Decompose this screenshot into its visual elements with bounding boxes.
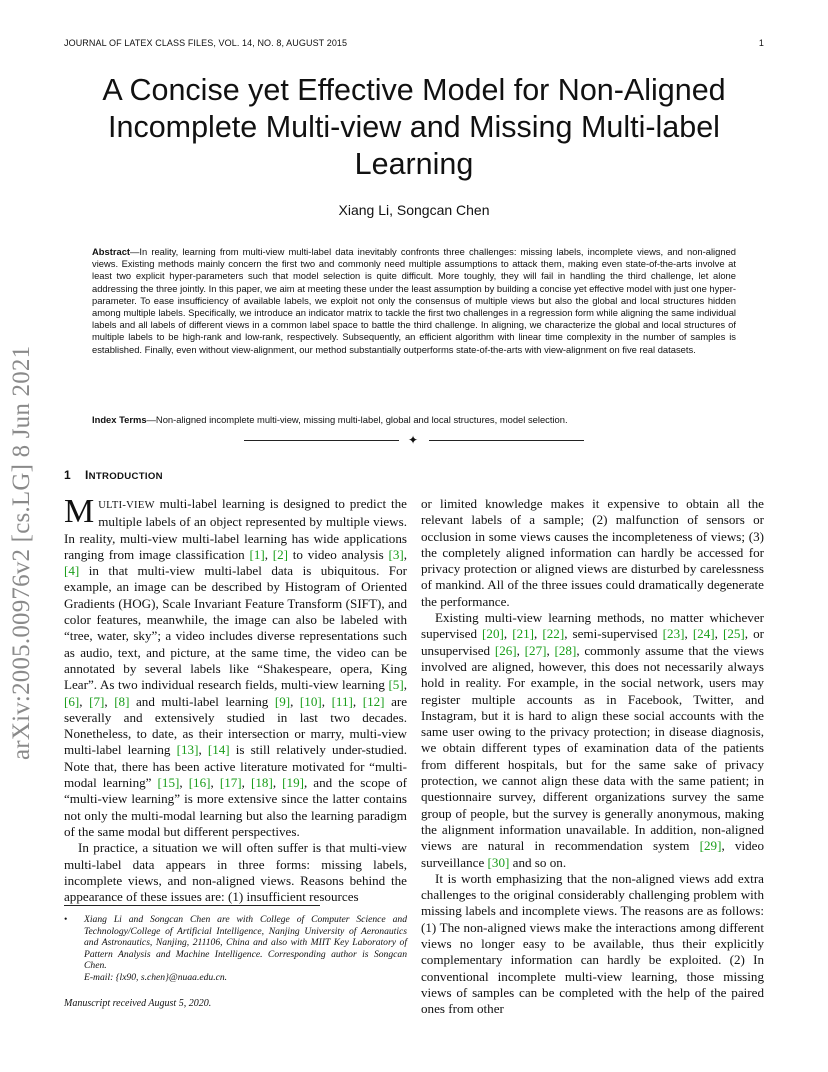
bullet-icon: • xyxy=(64,914,68,925)
body-text: , xyxy=(290,693,300,709)
citation-link[interactable]: [30] xyxy=(487,854,510,870)
author-email[interactable]: E-mail: {lx90, s.chen}@nuaa.edu.cn. xyxy=(84,971,228,983)
citation-link[interactable]: [5] xyxy=(388,677,404,693)
body-text: in that multi-view multi-label data is ubiquitous. For example, an image can be described by Histogram of Oriented Gradients (HOG), Scale Invariant Feature Transform (SIFT), and color features, meanwhile, the image can also be labeled with “tree, water, sky”; a video includes diverse representations such as audio, text, and picture, at the same time, the video can be annotated by several labels like “Shakespeare, opera, King Lear”. As two individual research fields, multi-view learning xyxy=(64,563,407,693)
citation-link[interactable]: [12] xyxy=(362,693,385,709)
citation-link[interactable]: [28] xyxy=(554,642,577,658)
footnote-body xyxy=(64,914,407,983)
body-text: , xyxy=(503,626,513,642)
body-text: , xyxy=(79,693,90,709)
body-text: , xyxy=(403,546,408,562)
body-text: , xyxy=(321,693,332,709)
citation-link[interactable]: [17] xyxy=(219,775,242,791)
footnote-rule xyxy=(64,905,320,906)
body-text: , xyxy=(198,742,208,758)
page-number: 1 xyxy=(758,38,764,48)
body-text: Existing multi-view learning methods, no matter whichever supervised xyxy=(421,610,764,642)
body-text: , or unsupervised xyxy=(421,626,765,658)
body-text: , xyxy=(210,775,220,791)
body-text: and so on. xyxy=(509,854,567,870)
section-separator xyxy=(244,433,584,447)
citation-link[interactable]: [11] xyxy=(331,693,353,709)
body-text: , xyxy=(352,693,363,709)
body-text: , xyxy=(516,642,525,658)
citation-link[interactable]: [25] xyxy=(722,626,745,642)
index-terms xyxy=(92,414,736,426)
body-text: , xyxy=(714,626,723,642)
citation-link[interactable]: [15] xyxy=(157,775,180,791)
citation-link[interactable]: [13] xyxy=(176,742,199,758)
running-header xyxy=(64,38,764,52)
body-text: , xyxy=(684,626,693,642)
citation-link[interactable]: [29] xyxy=(699,838,722,854)
index-terms-text: —Non-aligned incomplete multi-view, missing multi-label, global and local structures, model selection. xyxy=(146,414,568,425)
paragraph xyxy=(421,610,764,871)
citation-link[interactable]: [1] xyxy=(249,546,265,562)
body-text: , video surveillance xyxy=(421,838,764,870)
arxiv-identifier[interactable]: arXiv:2005.00976v2 [cs.LG] 8 Jun 2021 xyxy=(8,345,35,760)
section-title-rest: NTRODUCTION xyxy=(88,471,163,482)
citation-link[interactable]: [6] xyxy=(64,693,80,709)
body-text: , xyxy=(272,775,283,791)
body-text: , xyxy=(241,775,251,791)
paragraph: or limited knowledge makes it expensive to obtain all the relevant labels of a sample; (2) malfunction of sensors or occlusion in some views causes the incompleteness of views; (3) the completely aligned information can hardly be accessed for privacy protection or aligned views are disturbed by carelessness of mankind. All of the three issues could dramatically degenerate the performance. xyxy=(421,496,764,609)
body-text: , xyxy=(264,546,273,562)
citation-link[interactable]: [26] xyxy=(494,642,517,658)
affiliation-text: Xiang Li and Songcan Chen are with College of Computer Science and Technology/College of Artificial Intelligence, Nanjing University of Aeronautics and Astronautics, Nanjing, 211106, China and also with MIIT Key Laboratory of Pattern Analysis and Machine Intelligence. Corresponding author is Songcan Chen. xyxy=(84,914,407,971)
citation-link[interactable]: [19] xyxy=(282,775,304,791)
body-text: , and the scope of “multi-view learning” is more extensive since the latter contains not only the multi-modal learning but also the learning paradigm of the same modal but different perspectives. xyxy=(64,775,408,839)
section-number: 1 xyxy=(64,468,71,482)
citation-link[interactable]: [9] xyxy=(274,693,291,709)
citation-link[interactable]: [24] xyxy=(692,626,715,642)
citation-link[interactable]: [4] xyxy=(64,563,80,579)
citation-link[interactable]: [14] xyxy=(207,742,230,758)
citation-link[interactable]: [8] xyxy=(114,693,130,709)
separator-line-left xyxy=(244,440,399,441)
citation-link[interactable]: [20] xyxy=(482,626,504,642)
smallcaps-lead: ULTI-VIEW xyxy=(98,500,155,511)
body-text: , commonly assume that the views involved are aligned, however, this does not necessarily always hold in reality. For example, in the social network, users may register multiple accounts as in Facebook, Twitter, and Instagram, but it is hard to align these social accounts with the same user owing to the privacy protection; in disease diagnosis, we obtain different types of examination data of the patients from different hospitals, but for the same sake of privacy protection, we cannot align these data with the same patient; in questionnaire survey, different organizations survey the same group of people, but the survey is generally anonymous, making the alignment information unavailable. In addition, non-aligned views are natural in recommendation system xyxy=(421,642,765,854)
body-text: is still relatively under-studied. Note that, there has been active literature motivated for “multi-modal learning” xyxy=(64,742,407,791)
citation-link[interactable]: [23] xyxy=(662,626,685,642)
citation-link[interactable]: [10] xyxy=(299,693,322,709)
body-text: , xyxy=(179,775,189,791)
section-heading xyxy=(64,468,163,482)
left-column xyxy=(64,493,408,905)
manuscript-date: Manuscript received August 5, 2020. xyxy=(64,998,212,1009)
separator-line-right xyxy=(429,440,584,441)
body-text: multi-label learning is designed to predict the multiple labels of an object represented by multiple views. In reality, multi-view multi-label learning has wide applications ranging from image classification xyxy=(64,496,407,562)
body-text: , xyxy=(403,677,407,693)
abstract xyxy=(92,246,736,356)
body-text: , semi-supervised xyxy=(564,626,663,642)
separator-star-icon: ✦ xyxy=(408,433,419,447)
citation-link[interactable]: [27] xyxy=(524,642,547,658)
drop-cap: M xyxy=(64,493,95,530)
paragraph: In practice, a situation we will often suffer is that multi-view multi-label data appears in three forms: missing labels, incomplete views, and non-aligned views. Reasons behind the appearance of these issues are: (1) insufficient resources xyxy=(64,840,407,905)
body-text: are severally and extensively studied in last two decades. Nonetheless, to date, as their intersection or marry, multi-view multi-label learning xyxy=(64,693,408,758)
section-title-initial: I xyxy=(84,468,89,482)
abstract-label: Abstract xyxy=(92,246,131,257)
paragraph xyxy=(64,493,408,840)
citation-link[interactable]: [18] xyxy=(251,775,273,791)
paper-authors: Xiang Li, Songcan Chen xyxy=(338,202,490,218)
paragraph: It is worth emphasizing that the non-aligned views add extra challenges to the original considerably challenging problem with missing labels and incomplete views. The reasons are as follows: (1) The non-aligned views make the interactions among different views no longer easy to be available, thus their explicitly complementary information can hardly be exploited. (2) In conventional incomplete multi-view learning, those missing views of samples can be completed with the help of the paired ones from other xyxy=(421,870,764,1017)
paper-title: A Concise yet Effective Model for Non-Aligned Incomplete Multi-view and Missing Multi-label Learning xyxy=(102,73,726,181)
citation-link[interactable]: [16] xyxy=(188,775,211,791)
journal-name: JOURNAL OF LATEX CLASS FILES, VOL. 14, NO. 8, AUGUST 2015 xyxy=(64,38,348,48)
body-text: and multi-label learning xyxy=(129,693,275,709)
abstract-text: —In reality, learning from multi-view multi-label data inevitably confronts three challenges: missing labels, incomplete views, and non-aligned views. Existing methods mainly concern the first two and commonly need multiple assumptions to attack them, making even state-of-the-arts involve at least two explicit hyper-parameters such that model selection is quite difficult. More toughly, they will fail in handling the third challenge, let alone addressing the three jointly. In this paper, we aim at meeting these under the least assumption by building a concise yet effective model with just one hyper-parameter. To ease insufficiency of available labels, we exploit not only the consensus of multiple views but also the global and local structures hidden among multiple labels. Specifically, we introduce an indicator matrix to tackle the first two challenges in a regression form while aligning the same individual labels and all labels of different views in a common label space to battle the third challenge. In aligning, we characterize the global and local structures of multiple labels to be high-rank and low-rank, respectively. Subsequently, an efficient algorithm with linear time complexity in the number of samples is established. Finally, even without view-alignment, our method substantially outperforms state-of-the-arts with view-alignment on five real datasets. xyxy=(92,246,736,355)
body-text: to video analysis xyxy=(288,546,389,562)
author-footnote xyxy=(64,914,407,983)
citation-link[interactable]: [21] xyxy=(512,626,535,642)
citation-link[interactable]: [22] xyxy=(542,626,565,642)
index-terms-label: Index Terms xyxy=(92,414,147,425)
citation-link[interactable]: [7] xyxy=(89,693,105,709)
right-column xyxy=(421,496,764,1018)
body-text: , xyxy=(546,642,555,658)
body-text: , xyxy=(104,693,115,709)
citation-link[interactable]: [3] xyxy=(388,546,404,562)
citation-link[interactable]: [2] xyxy=(272,546,289,562)
body-text: , xyxy=(534,626,543,642)
